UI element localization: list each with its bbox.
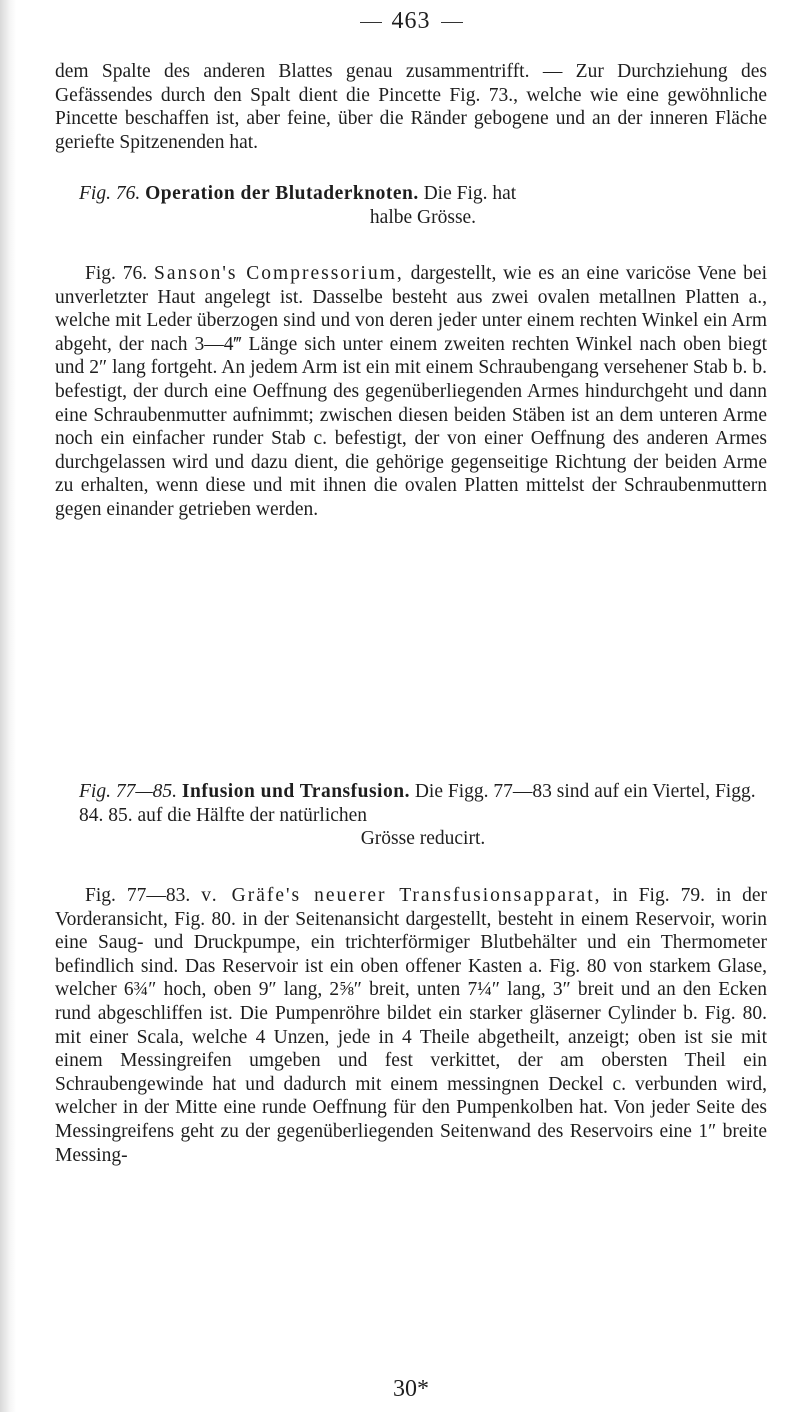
paragraph-pincette: dem Spalte des anderen Blattes genau zusammentrifft. — Zur Durchziehung des Gefässendes durch den Spalt dient die Pincette Fig. 73., welche wie eine gewöhnliche Pincette beschaffen ist, aber feine, über die Ränder gebogene und an der inneren Fläche geriefte Spitzenenden hat. xyxy=(55,61,767,153)
paragraph-body: dargestellt, wie es an eine varicöse Vene bei unverletzter Haut angelegt ist. Dasselbe besteht aus zwei ovalen metallnen Platten a., welche mit Leder überzogen sind und von deren jeder unter einem rechten Winkel ein Arm abgeht, der nach 3—4‴ Länge sich unter einem zweiten rechten Winkel nach oben biegt und 2″ lang fortgeht. An jedem Arm ist ein mit einem Schraubengang versehener Stab b. b. befestigt, der durch eine Oeffnung des gegenüberliegenden Armes hindurchgeht und dann eine Schraubenmutter aufnimmt; zwischen diesen beiden Stäben ist an dem unteren Arme noch ein einfacher runder Stab c. befestigt, der von einer Oeffnung des anderen Armes durchgelassen wird und dazu dient, die gehörige gegenseitige Richtung der beiden Arme zu erhalten, wenn diese und mit ihnen die ovalen Platten mittelst der Schraubenmuttern gegen einander getrieben werden. xyxy=(55,263,767,520)
heading-figure-ref: Fig. 76. xyxy=(79,183,141,204)
heading-note-continued: Grösse reducirt. xyxy=(360,828,486,850)
paragraph-compressorium xyxy=(55,262,767,522)
figure-ref: Fig. 76. xyxy=(85,263,148,284)
heading-title: Operation der Blutaderknoten. xyxy=(145,183,419,204)
paragraph-transfusionsapparat xyxy=(55,884,767,1167)
instrument-name: v. Gräfe's neuerer Transfusionsapparat, xyxy=(201,885,602,906)
signature-mark: 30* xyxy=(393,1376,429,1402)
section-heading-infusion xyxy=(79,780,767,851)
heading-note-continued: halbe Grösse. xyxy=(369,206,477,228)
heading-note: Die Fig. hat xyxy=(423,183,517,204)
paragraph-body: in Fig. 79. in der Vorderansicht, Fig. 80. in der Seitenansicht dargestellt, besteht in einem Reservoir, worin eine Saug- und Druckpumpe, ein trichterförmiger Blutbehälter und ein Thermometer befindlich sind. Das Reservoir ist ein oben offener Kasten a. Fig. 80 von starkem Glase, welcher 6¾″ hoch, oben 9″ lang, 2⅝″ breit, unten 7¼″ lang, 3″ breit und an den Ecken rund abgeschliffen ist. Die Pumpenröhre bildet ein starker gläserner Cylinder b. Fig. 80. mit einer Scala, welche 4 Unzen, jede in 4 Theile abgetheilt, anzeigt; oben ist sie mit einem Messingreifen umgeben und fest verkittet, der am obersten Theil ein Schraubengewinde hat und dadurch mit einem messingnen Deckel c. verbunden wird, welcher in der Mitte eine runde Oeffnung für den Pumpenkolben hat. Von jeder Seite des Messingreifens geht zu der gegenüberliegenden Seitenwand des Reservoirs eine 1″ breite Messing- xyxy=(55,885,768,1166)
figure-ref: Fig. 77—83. xyxy=(85,885,191,906)
header-dash-left xyxy=(360,22,382,23)
header-dash-right xyxy=(441,22,463,23)
page-header xyxy=(55,8,767,35)
book-gutter-shadow xyxy=(0,0,16,1412)
page-number: 463 xyxy=(391,8,431,34)
heading-note: Die Figg. 77—83 sind auf ein Viertel, Figg. 84. 85. auf die Hälfte der natürlichen xyxy=(79,781,756,826)
section-heading-blutaderknoten xyxy=(79,182,767,229)
instrument-name: Sanson's Compressorium, xyxy=(153,263,404,284)
heading-figure-ref: Fig. 77—85. xyxy=(79,781,178,802)
heading-title: Infusion und Transfusion. xyxy=(181,781,410,802)
